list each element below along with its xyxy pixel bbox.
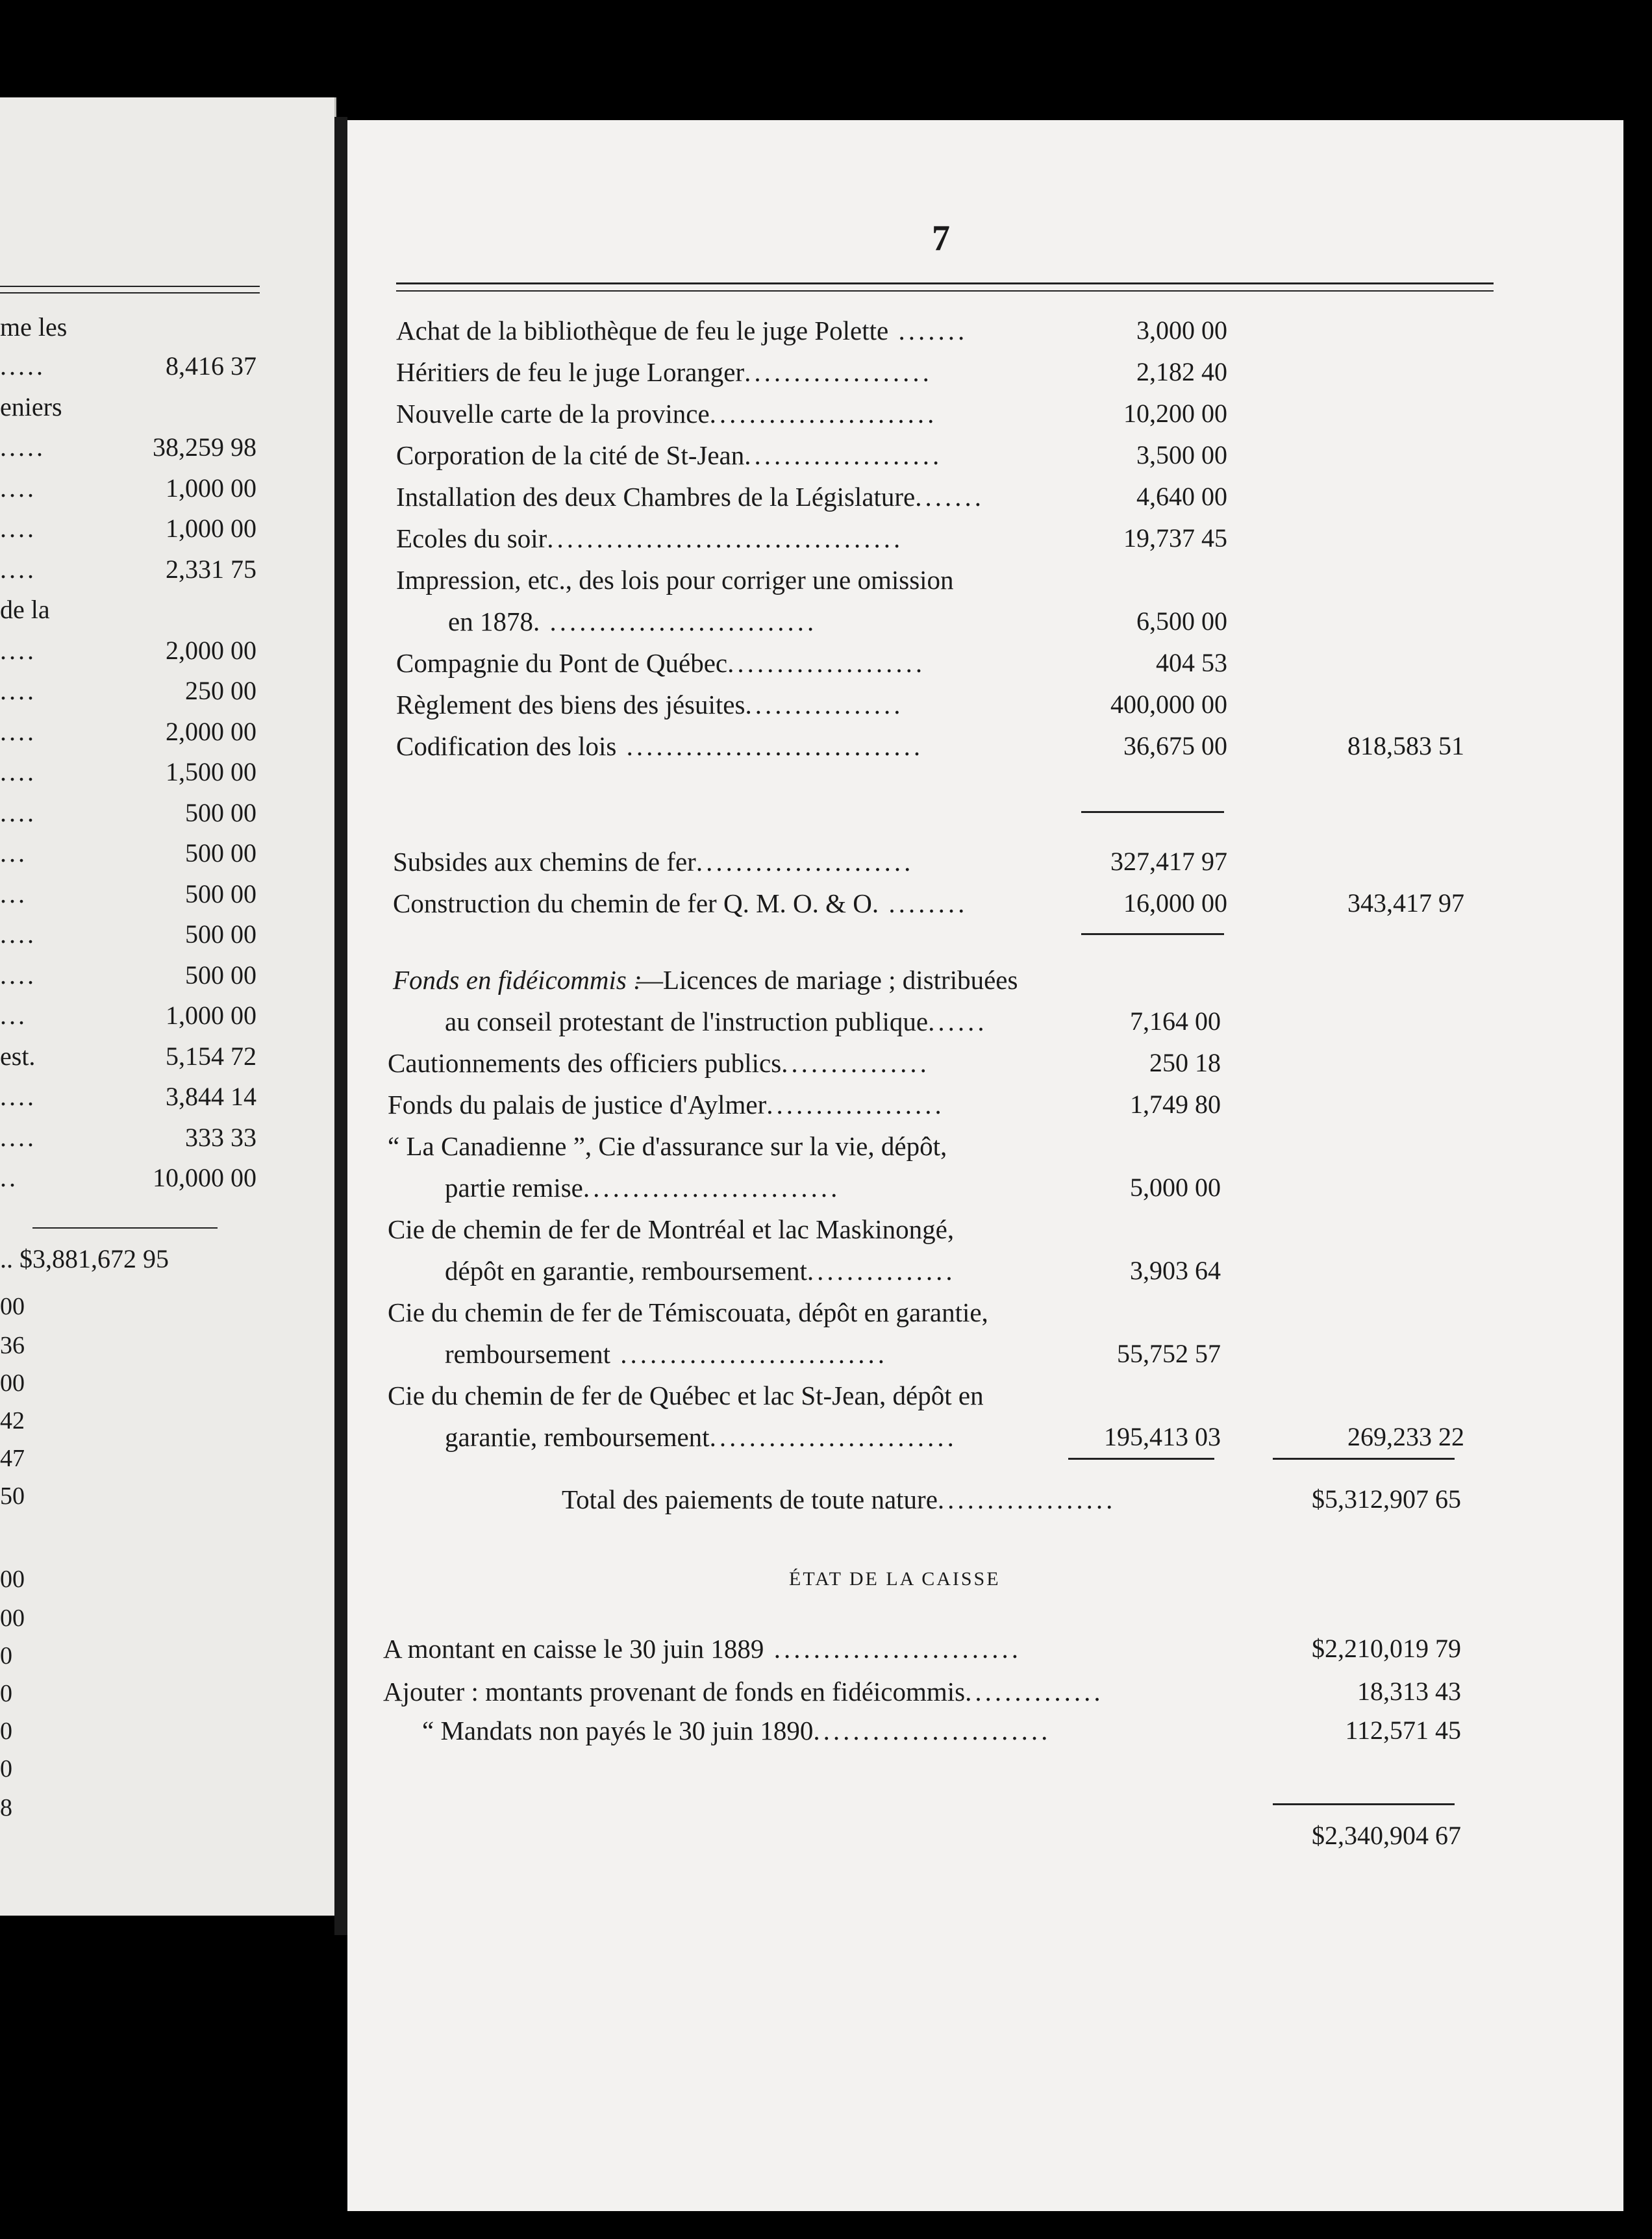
row-dots: ................ (745, 690, 904, 719)
ledger-row-label (388, 1089, 945, 1120)
row-amount: 7,164 00 (1130, 1007, 1221, 1036)
row-label-text: Corporation de la cité de St-Jean (396, 440, 745, 470)
row-dots: ....... (888, 316, 968, 345)
left-line-dots: .... (0, 757, 36, 786)
left-line-amount: 500 00 (185, 879, 257, 908)
left-total-line: .. $3,881,672 95 (0, 1244, 169, 1273)
ledger-row-label (396, 647, 925, 679)
row-label-text: en 1878. (448, 607, 540, 636)
ledger-row-label (396, 356, 932, 388)
row-dots: .............. (965, 1677, 1104, 1707)
left-tail-number: 0 (0, 1642, 12, 1670)
left-line-amount: 1,000 00 (166, 514, 257, 543)
ledger-row-label (393, 888, 968, 919)
row-dots: .......................... (582, 1173, 841, 1203)
left-tail-number: 0 (0, 1680, 12, 1707)
left-line-dots: .... (0, 514, 36, 543)
section1-sum-rule (1081, 811, 1224, 813)
row-amount: 3,000 00 (1136, 316, 1227, 345)
left-tail-number: 00 (0, 1605, 25, 1632)
ledger-row-label (445, 1338, 888, 1370)
row-amount: 36,675 00 (1123, 731, 1227, 760)
left-line-amount: 500 00 (185, 797, 257, 827)
left-header-rule (0, 286, 260, 287)
row-label-text: Cie du chemin de fer de Québec et lac St-Jean, dépôt en (388, 1381, 984, 1410)
ledger-row-label (445, 1172, 840, 1203)
left-line-amount: 1,000 00 (166, 473, 257, 503)
row-label-text: Cautionnements des officiers publics (388, 1048, 782, 1078)
caisse-row-amount: 112,571 45 (1345, 1716, 1461, 1745)
row-amount: 10,200 00 (1123, 399, 1227, 428)
row-label-text: Subsides aux chemins de fer (393, 847, 696, 877)
caisse-row-amount: 18,313 43 (1357, 1677, 1461, 1706)
trust-funds-heading: Fonds en fidéicommis : (393, 965, 642, 995)
left-tail-number: 00 (0, 1566, 25, 1593)
row-label-text: —Licences de mariage ; distribuées (636, 965, 1018, 995)
row-label-text: A montant en caisse le 30 juin 1889 (383, 1634, 764, 1664)
left-line-dots: ..... (0, 432, 45, 462)
left-line-dots: .... (0, 676, 36, 705)
left-line-amount: 250 00 (185, 676, 257, 705)
ledger-row-label (393, 846, 914, 877)
row-label-text: Achat de la bibliothèque de feu le juge Polette (396, 316, 889, 345)
row-amount: 195,413 03 (1104, 1422, 1221, 1451)
left-tail-number: 36 (0, 1332, 25, 1359)
left-tail-number: 00 (0, 1293, 25, 1320)
left-line-dots: .... (0, 554, 36, 584)
row-label-text: Installation des deux Chambres de la Législature (396, 482, 916, 512)
ledger-row-label (396, 481, 984, 512)
caisse-heading: ÉTAT DE LA CAISSE (789, 1568, 1001, 1590)
caisse-row-label (383, 1633, 1021, 1664)
row-dots: .................... (744, 440, 943, 470)
page-number: 7 (932, 218, 950, 258)
grand-total-label: Total des paiements de toute nature (562, 1484, 938, 1514)
caisse-row-amount: $2,210,019 79 (1312, 1634, 1461, 1663)
row-label-text: “ La Canadienne ”, Cie d'assurance sur la vie, dépôt, (388, 1131, 947, 1161)
ledger-row-label (388, 1047, 930, 1079)
row-label-text: au conseil protestant de l'instruction publique (445, 1007, 929, 1036)
row-label-text: Ecoles du soir (396, 523, 547, 553)
row-dots: .................................... (547, 523, 904, 553)
ledger-row-label (445, 1255, 956, 1286)
section3-sum-rule (1068, 1458, 1214, 1460)
left-line-amount: 10,000 00 (153, 1163, 257, 1192)
left-line-amount: 1,000 00 (166, 1001, 257, 1030)
ledger-row-label (396, 731, 923, 762)
section3-total: 269,233 22 (1347, 1422, 1464, 1451)
left-line-amount: 333 33 (185, 1122, 257, 1152)
row-dots: ...... (928, 1007, 988, 1036)
row-label-text: Nouvelle carte de la province (396, 399, 710, 429)
left-tail-number: 50 (0, 1482, 25, 1510)
left-line-amount: 3,844 14 (166, 1082, 257, 1111)
caisse-row-label (383, 1676, 1104, 1707)
row-label-text: Ajouter : montants provenant de fonds en fidéicommis (383, 1677, 966, 1707)
row-amount: 3,903 64 (1130, 1256, 1221, 1285)
left-line-dots: .... (0, 1122, 36, 1152)
left-header-rule-2 (0, 292, 260, 294)
row-amount: 5,000 00 (1130, 1173, 1221, 1202)
left-tail-number: 0 (0, 1755, 12, 1782)
row-dots: .................. (766, 1090, 945, 1120)
page (347, 120, 1623, 2211)
row-amount: 16,000 00 (1123, 888, 1227, 918)
left-line-lead: est. (0, 1041, 36, 1071)
left-line-dots: ... (0, 1001, 27, 1030)
ledger-row-label (396, 564, 954, 595)
row-dots: ................... (744, 357, 932, 387)
left-line-amount: 500 00 (185, 960, 257, 990)
row-amount: 327,417 97 (1110, 847, 1227, 876)
row-label-text: remboursement (445, 1339, 611, 1369)
left-fragment-text: me les (0, 312, 68, 342)
row-label-text: Règlement des biens des jésuites (396, 690, 745, 719)
caisse-sum-rule (1273, 1803, 1455, 1805)
ledger-row-label (388, 1131, 947, 1162)
row-label-text: dépôt en garantie, remboursement (445, 1256, 807, 1286)
row-label-text: Codification des lois (396, 731, 617, 761)
ledger-row-label (445, 1421, 957, 1453)
left-line-dots: .... (0, 960, 36, 990)
row-label-text: Cie du chemin de fer de Témiscouata, dépôt en garantie, (388, 1297, 988, 1327)
ledger-row-label (388, 1297, 988, 1328)
ledger-row-label (396, 440, 942, 471)
left-line-dots: .... (0, 919, 36, 949)
ledger-row-label (396, 315, 968, 346)
left-line-dots: .... (0, 716, 36, 746)
left-line-amount: 38,259 98 (153, 432, 257, 462)
row-label-text: Impression, etc., des lois pour corriger une omission (396, 565, 954, 595)
section2-sum-rule (1081, 933, 1224, 935)
left-tail-number: 8 (0, 1794, 12, 1821)
row-dots: ........ (879, 888, 968, 918)
left-line-amount: 5,154 72 (166, 1041, 257, 1071)
row-dots: ....... (915, 482, 985, 512)
left-line-amount: 2,000 00 (166, 635, 257, 665)
left-line-amount: 2,000 00 (166, 716, 257, 746)
left-line-amount: 500 00 (185, 919, 257, 949)
row-amount: 19,737 45 (1123, 523, 1227, 553)
row-label-text: Héritiers de feu le juge Loranger (396, 357, 745, 387)
row-label-text: partie remise (445, 1173, 583, 1203)
row-dots: ......................... (709, 1422, 957, 1452)
row-dots: ...................... (695, 847, 914, 877)
left-line-dots: .... (0, 635, 36, 665)
ledger-row-label (396, 689, 903, 720)
left-line-dots: .. (0, 1163, 18, 1192)
left-line-dots: ..... (0, 351, 45, 381)
left-line-dots: .... (0, 1082, 36, 1111)
left-line-amount: 2,331 75 (166, 554, 257, 584)
left-page-fragment (0, 97, 336, 1916)
left-line-dots: .... (0, 473, 36, 503)
section2-total: 343,417 97 (1347, 888, 1464, 918)
row-dots: ........................ (813, 1716, 1051, 1745)
row-amount: 55,752 57 (1117, 1339, 1221, 1368)
grand-total-amount: $5,312,907 65 (1312, 1484, 1461, 1514)
section3-total-rule (1273, 1458, 1455, 1460)
row-dots: ........................... (610, 1339, 888, 1369)
row-amount: 6,500 00 (1136, 607, 1227, 636)
book-gutter (334, 117, 347, 1935)
left-line-amount: 1,500 00 (166, 757, 257, 786)
left-line-dots: .... (0, 797, 36, 827)
caisse-total: $2,340,904 67 (1312, 1821, 1461, 1850)
row-amount: 250 18 (1149, 1048, 1221, 1077)
row-label-text: Construction du chemin de fer Q. M. O. & O. (393, 888, 879, 918)
header-rule-bottom (396, 290, 1494, 292)
ledger-row-label (445, 1006, 988, 1037)
row-dots: .............................. (616, 731, 924, 761)
left-line-dots: ... (0, 838, 27, 868)
grand-total-row (562, 1484, 1116, 1515)
row-amount: 400,000 00 (1110, 690, 1227, 719)
ledger-row-label (636, 964, 1018, 995)
left-line-dots: ... (0, 879, 27, 908)
row-dots: ......................... (764, 1634, 1021, 1664)
header-rule-top (396, 282, 1494, 284)
ledger-row-label (448, 606, 817, 637)
grand-total-dots: .................. (937, 1484, 1116, 1514)
ledger-row-label (388, 1214, 954, 1245)
row-dots: ........................... (540, 607, 818, 636)
row-dots: ....................... (709, 399, 938, 429)
row-label-text: “ Mandats non payés le 30 juin 1890 (422, 1716, 814, 1745)
ledger-row-label (396, 523, 903, 554)
section1-total: 818,583 51 (1347, 731, 1464, 760)
row-label-text: Cie de chemin de fer de Montréal et lac Maskinongé, (388, 1214, 955, 1244)
caisse-row-label (422, 1715, 1051, 1746)
row-amount: 4,640 00 (1136, 482, 1227, 511)
row-label-text: Compagnie du Pont de Québec (396, 648, 728, 678)
left-tail-number: 47 (0, 1445, 25, 1472)
row-amount: 1,749 80 (1130, 1090, 1221, 1119)
row-dots: .................... (727, 648, 926, 678)
left-line-amount: 500 00 (185, 838, 257, 868)
row-amount: 3,500 00 (1136, 440, 1227, 469)
row-dots: ............... (781, 1048, 930, 1078)
row-amount: 2,182 40 (1136, 357, 1227, 386)
left-tail-number: 42 (0, 1407, 25, 1434)
ledger-row-label (388, 1380, 984, 1411)
left-line-lead: eniers (0, 392, 62, 421)
left-tail-number: 0 (0, 1718, 12, 1745)
row-label-text: garantie, remboursement (445, 1422, 710, 1452)
left-line-amount: 8,416 37 (166, 351, 257, 381)
row-label-text: Fonds du palais de justice d'Aylmer (388, 1090, 767, 1120)
left-sum-rule (32, 1227, 218, 1229)
row-dots: ............... (807, 1256, 956, 1286)
ledger-row-label (396, 398, 937, 429)
left-line-lead: de la (0, 595, 50, 624)
left-tail-number: 00 (0, 1370, 25, 1397)
row-amount: 404 53 (1156, 648, 1227, 677)
